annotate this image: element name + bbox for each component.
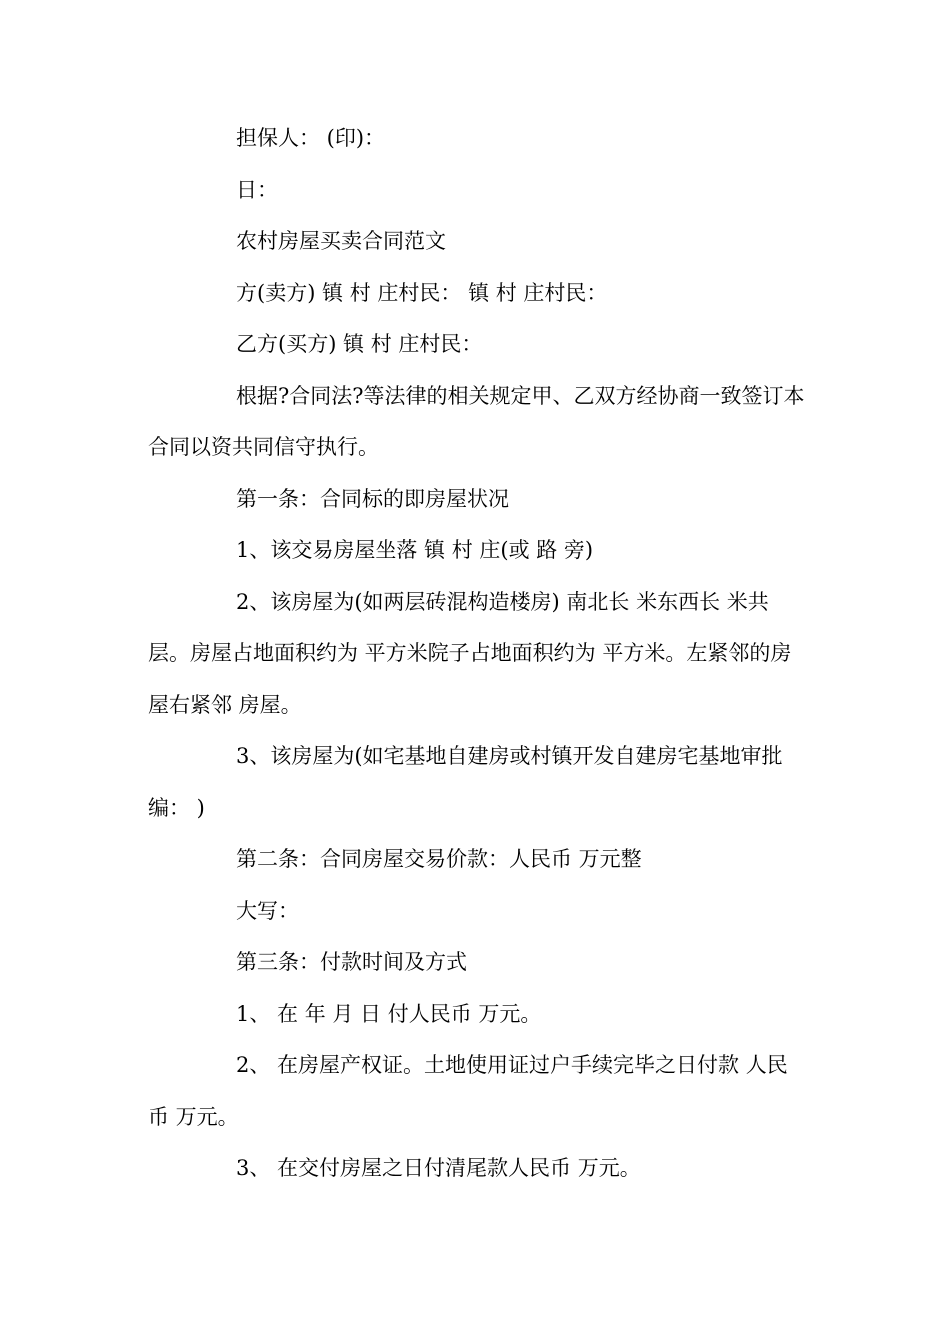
seller-line: 方(卖方) 镇 村 庄村民： 镇 村 庄村民： (236, 280, 608, 305)
article-3-item-1: 1、 在 年 月 日 付人民币 万元。 (236, 1001, 542, 1026)
article-1-item-1: 1、该交易房屋坐落 镇 村 庄(或 路 旁) (236, 538, 594, 562)
guarantor-line: 担保人： (印)： (236, 126, 386, 150)
date-line: 日： (236, 177, 278, 202)
document-title: 农村房屋买卖合同范文 (236, 229, 446, 253)
preamble-paragraph: 根据?合同法?等法律的相关规定甲、乙双方经协商一致签订本合同以资共同信守执行。 (148, 383, 805, 459)
article-1-heading: 第一条：合同标的即房屋状况 (236, 486, 509, 511)
article-1-item-3: 3、该房屋为(如宅基地自建房或村镇开发自建房宅基地审批编： ) (148, 744, 783, 820)
article-2-heading: 第二条：合同房屋交易价款：人民币 万元整 (236, 847, 642, 871)
capital-amount-line: 大写： (236, 898, 299, 923)
document-body (148, 113, 808, 1195)
article-1-item-2: 2、该房屋为(如两层砖混构造楼房) 南北长 米东西长 米共层。房屋占地面积约为 平方米院子占地面积约为 平方米。左紧邻的房屋右紧邻 房屋。 (148, 589, 792, 717)
article-3-item-2: 2、 在房屋产权证。土地使用证过户手续完毕之日付款 人民币 万元。 (148, 1053, 788, 1129)
article-3-heading: 第三条：付款时间及方式 (236, 950, 467, 974)
buyer-line: 乙方(买方) 镇 村 庄村民： (236, 332, 483, 356)
article-3-item-3: 3、 在交付房屋之日付清尾款人民币 万元。 (236, 1156, 641, 1180)
